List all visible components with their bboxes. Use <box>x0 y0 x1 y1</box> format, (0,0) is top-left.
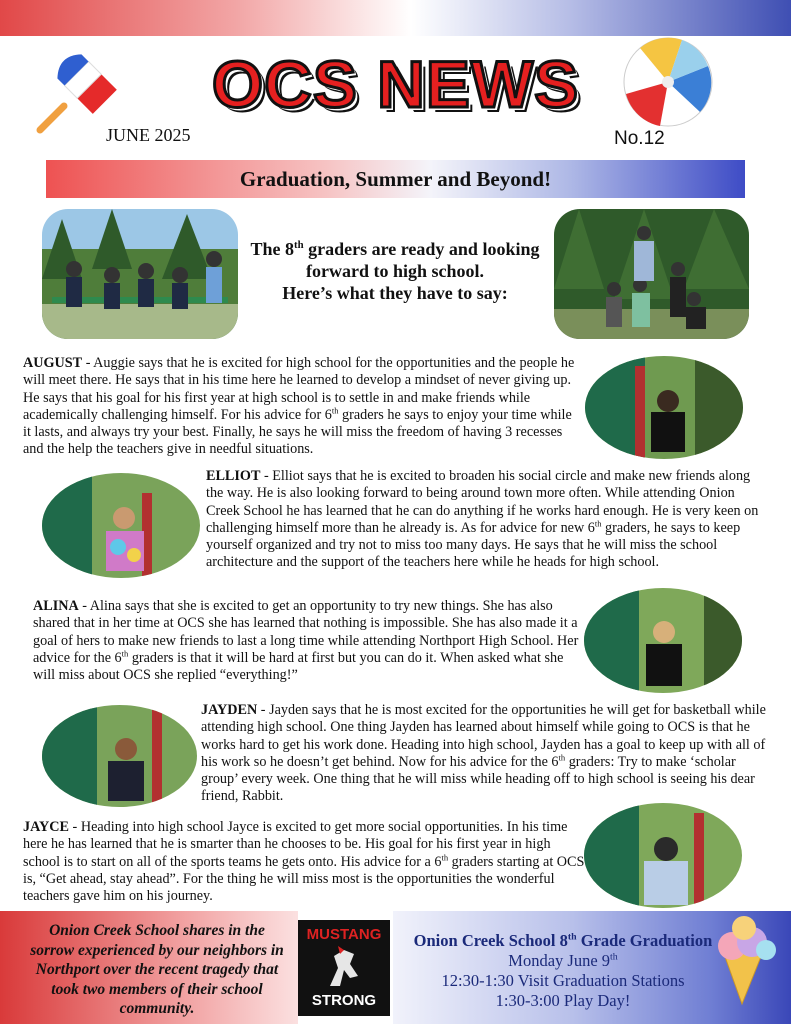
issue-date: JUNE 2025 <box>106 125 191 145</box>
intro-line2: Here’s what they have to say: <box>282 283 508 303</box>
grad-date: Monday June 9 <box>508 951 611 970</box>
student-jayden <box>201 702 769 806</box>
student-text-cont: graders starting at OCS is, “Get ahead, stay ahead”. For the thing he will miss most is the opportunities the wonderful teachers gave him on his journey. <box>23 853 585 905</box>
student-name: JAYDEN <box>201 702 258 718</box>
student-name: ALINA <box>33 598 79 614</box>
headline-text: Graduation, Summer and Beyond! <box>239 167 552 191</box>
student-sup: th <box>558 752 566 763</box>
student-text-cont: graders he says to enjoy your time while it lasts, and always try your best. Finally, he says he will miss the freedom of having 3 recesses and the help the teachers give in needful situations. <box>23 406 572 458</box>
student-sup: th <box>121 648 129 659</box>
grad-title-b: Grade Graduation <box>576 931 713 950</box>
condolence-panel <box>0 911 298 1024</box>
intro-sup: th <box>294 239 304 251</box>
student-name: JAYCE <box>23 819 69 835</box>
photo-jayden <box>42 705 197 807</box>
student-text: - Jayden says that he is most excited for the opportunities he will get for basketball while attending high school. One thing Jayden has learned about himself while going to OCS is that he works hard to get his work done. Heading into high school, Jayden has a goal to keep up with all of his work so he doesn’t get behind. Now for his advice for the 6 <box>201 702 766 770</box>
student-august <box>23 355 583 459</box>
headline-banner <box>46 160 745 198</box>
student-text-cont: graders: Try to make ‘scholar group’ every week. One thing that he will miss while heading off to high school is seeing his dear friend, Rabbit. <box>201 753 755 805</box>
graduation-line1: 12:30-1:30 Visit Graduation Stations <box>441 971 685 990</box>
group-photo-left <box>42 209 238 339</box>
photo-jayce <box>584 803 742 908</box>
badge-top-text: MUSTANG <box>306 926 382 943</box>
ice-cream-icon <box>708 914 788 1006</box>
group-photo-right <box>554 209 749 339</box>
photo-august <box>585 356 743 459</box>
grad-title-sup: th <box>567 931 577 943</box>
condolence-text: Onion Creek School shares in the sorrow experienced by our neighbors in Northport over the recent tragedy that took two members of their school community. <box>30 922 284 1017</box>
photo-alina <box>584 588 742 693</box>
student-sup: th <box>331 405 339 416</box>
student-elliot <box>206 468 764 572</box>
student-name: ELLIOT <box>206 468 261 484</box>
student-text: - Elliot says that he is excited to broaden his social circle and make new friends along the way. He is also looking forward to being around town more often. While attending Onion Creek School he has learned that he can do anything if he works hard enough. He is very keen on challenging himself more than he already is. As for advice for new 6 <box>206 468 759 536</box>
intro-line1-a: The 8 <box>250 239 295 259</box>
student-jayce <box>23 819 585 905</box>
student-text: - Alina says that she is excited to get an opportunity to try new things. She has also shared that in her time at OCS she has learned that nothing is impossible. She has also made it a goal of hers to make new friends to last a long time while attending Northport High School. Her advice for the 6 <box>33 598 579 666</box>
graduation-title <box>393 931 733 951</box>
mustang-icon <box>320 946 368 990</box>
student-text-cont: graders, he says to keep yourself organized and try not to miss too many days. He says that he will miss the school architecture and the support of the teachers here while he heads for high school. <box>206 519 741 571</box>
student-sup: th <box>594 518 602 529</box>
student-sup: th <box>441 851 449 862</box>
student-alina <box>33 598 583 684</box>
grad-date-sup: th <box>610 951 618 963</box>
student-text-cont: graders is that it will be hard at first but you can do it. When asked what she will miss about OCS she replied “everything!” <box>33 649 564 684</box>
newsletter-title: OCS NEWS <box>211 47 580 121</box>
student-name: AUGUST <box>23 355 83 371</box>
top-gradient-bar <box>0 0 791 36</box>
issue-number: No.12 <box>614 128 665 149</box>
student-text: - Heading into high school Jayce is excited to get more social opportunities. In his time here he has learned that he is smarter than he chooses to be. His goal for his first year in high school is to start on all of the sports teams he gets onto. His advice for a 6 <box>23 819 568 870</box>
intro-line1-b: graders are ready and looking forward to high school. <box>303 239 540 281</box>
grad-title-a: Onion Creek School 8 <box>413 931 568 950</box>
graduation-date <box>393 951 733 971</box>
student-text: - Auggie says that he is excited for high school for the opportunities and the people he will meet there. He says that in his time here he learned to develop a mindset of never giving up. He says that his goal for his first year at high school is to settle in and make friends while academically challenging himself. For his advice for 6 <box>23 355 575 423</box>
graduation-line2: 1:30-3:00 Play Day! <box>495 991 631 1010</box>
photo-elliot <box>42 473 200 578</box>
intro-text <box>245 238 545 304</box>
badge-bottom-text: STRONG <box>311 992 377 1009</box>
mustang-strong-badge <box>298 920 390 1016</box>
